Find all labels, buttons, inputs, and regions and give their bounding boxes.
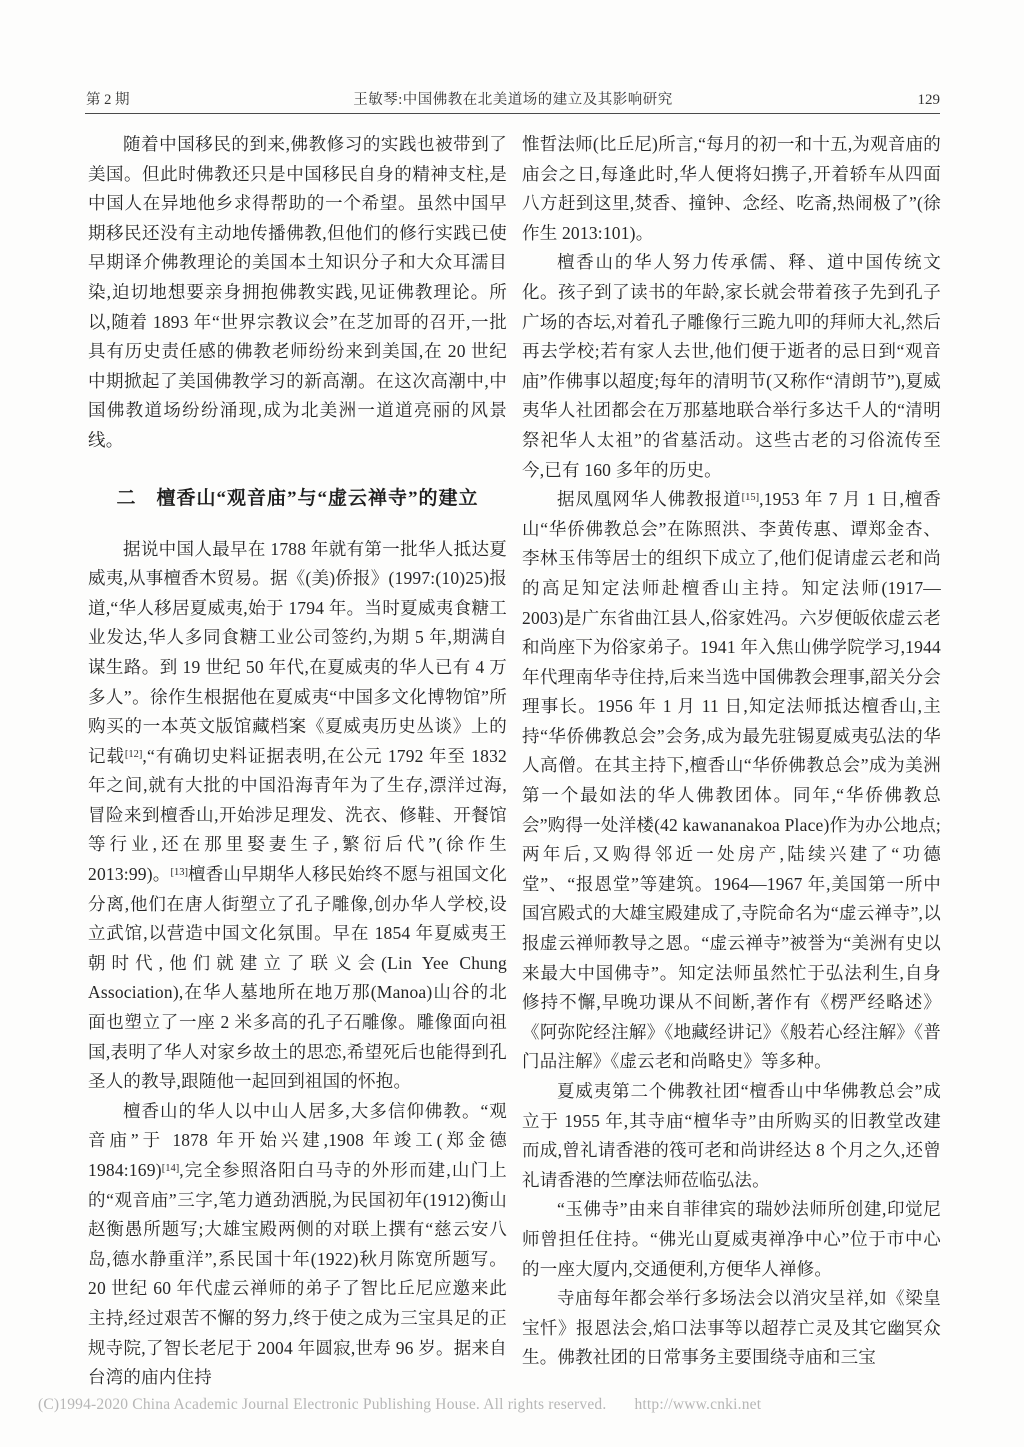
- copyright-text: (C)1994-2020 China Academic Journal Electronic Publishing House. All rights reserved.: [38, 1396, 607, 1413]
- paragraph: 寺庙每年都会举行多场法会以消灾呈祥,如《梁皇宝忏》报恩法会,焰口法事等以超荐亡灵及其它幽冥众生。佛教社团的日常事务主要围绕寺庙和三宝: [522, 1288, 941, 1368]
- paragraph: 据凤凰网华人佛教报道[15],1953 年 7 月 1 日,檀香山“华侨佛教总会”在陈照洪、李黄传惠、谭郑金杏、李林玉伟等居士的组织下成立了,他们促请虚云老和尚的高足知定法师赴檀香山主持。知定法师(1917—2003)是广东省曲江县人,俗家姓冯。六岁便皈依虚云老和尚座下为俗家弟子。1941 年入焦山佛学院学习,1944 年代理南华寺住持,后来当选中国佛教会理事,韶关分会理事长。1956 年 1 月 11 日,知定法师抵达檀香山,主持“华侨佛教总会”会务,成为最先驻锡夏威夷弘法的华人高僧。在其主持下,檀香山“华侨佛教总会”成为美洲第一个最如法的华人佛教团体。同年,“华侨佛教总会”购得一处洋楼(42 kawananakoa Place)作为办公地点;两年后,又购得邻近一处房产,陆续兴建了“功德堂”、“报恩堂”等建筑。1964—1967 年,美国第一所中国宫殿式的大雄宝殿建成了,寺院命名为“虚云禅寺”,以报虚云禅师教导之恩。“虚云禅寺”被誉为“美洲有史以来最大中国佛寺”。知定法师虽然忙于弘法利生,自身修持不懈,早晚功课从不间断,著作有《楞严经略述》《阿弥陀经注解》《地藏经讲记》《般若心经注解》《普门品注解》《虚云老和尚略史》等多种。: [522, 489, 941, 1072]
- section-heading: 二 檀香山“观音庙”与“虚云禅寺”的建立: [116, 487, 479, 509]
- paragraph: 随着中国移民的到来,佛教修习的实践也被带到了美国。但此时佛教还只是中国移民自身的精神支柱,是中国人在异地他乡求得帮助的一个希望。虽然中国早期移民还没有主动地传播佛教,但他们的修行实践已使早期译介佛教理论的美国本土知识分子和大众耳濡目染,迫切地想要亲身拥抱佛教实践,见证佛教理论。所以,随着 1893 年“世界宗教议会”在芝加哥的召开,一批具有历史责任感的佛教老师纷纷来到美国,在 20 世纪中期掀起了美国佛教学习的新高潮。在这次高潮中,中国佛教道场纷纷涌现,成为北美洲一道道亮丽的风景线。: [88, 134, 507, 450]
- paragraph: 惟晢法师(比丘尼)所言,“每月的初一和十五,为观音庙的庙会之日,每逢此时,华人便将妇携子,开着轿车从四面八方赶到这里,焚香、撞钟、念经、吃斋,热闹极了”(徐作生 2013:101)。: [522, 134, 941, 243]
- page-number: 129: [917, 92, 940, 108]
- running-head: [86, 88, 940, 109]
- paragraph: 檀香山的华人努力传承儒、释、道中国传统文化。孩子到了读书的年龄,家长就会带着孩子先到孔子广场的杏坛,对着孔子雕像行三跪九叩的拜师大礼,然后再去学校;若有家人去世,他们便于逝者的忌日到“观音庙”作佛事以超度;每年的清明节(又称作“清朗节”),夏威夷华人社团都会在万那墓地联合举行多达千人的“清明祭祀华人太祖”的省墓活动。这些古老的习俗流传至今,已有 160 多年的历史。: [522, 252, 941, 480]
- left-column: [88, 130, 507, 1393]
- paragraph: “玉佛寺”由来自菲律宾的瑞妙法师所创建,印觉尼师曾担任住持。“佛光山夏威夷禅净中心”位于市中心的一座大厦内,交通便利,方便华人禅修。: [522, 1199, 941, 1279]
- header-rule: [85, 113, 940, 114]
- citation-ref: [13]: [170, 866, 189, 878]
- cnki-url: http://www.cnki.net: [634, 1396, 762, 1413]
- citation-ref: [12]: [124, 748, 143, 760]
- citation-ref: [15]: [741, 491, 760, 503]
- paragraph: 檀香山的华人以中山人居多,大多信仰佛教。“观音庙”于 1878 年开始兴建,1908 年竣工(郑金德 1984:169)[14],完全参照洛阳白马寺的外形而建,山门上的“观音庙”三字,笔力遒劲洒脱,为民国初年(1912)衡山赵衡愚所题写;大雄宝殿两侧的对联上撰有“慈云安八岛,德水静重洋”,系民国十年(1922)秋月陈宽所题写。20 世纪 60 年代虚云禅师的弟子了智比丘尼应邀来此主持,经过艰苦不懈的努力,终于使之成为三宝具足的正规寺院,了智长老尼于 2004 年圆寂,世寿 96 岁。据来自台湾的庙内住持: [88, 1100, 507, 1388]
- issue-label: 第 2 期: [86, 92, 130, 108]
- running-title: 王敏琴:中国佛教在北美道场的建立及其影响研究: [353, 92, 673, 108]
- right-column: [522, 130, 941, 1393]
- paragraph: 据说中国人最早在 1788 年就有第一批华人抵达夏威夷,从事檀香木贸易。据《(美)侨报》(1997:(10)25)报道,“华人移居夏威夷,始于 1794 年。当时夏威夷食糖工业发达,华人多同食糖工业公司签约,为期 5 年,期满自谋生路。到 19 世纪 50 年代,在夏威夷的华人已有 4 万多人”。徐作生根据他在夏威夷“中国多文化博物馆”所购买的一本英文版馆藏档案《夏威夷历史丛谈》上的记载[12],“有确切史料证据表明,在公元 1792 年至 1832 年之间,就有大批的中国沿海青年为了生存,漂洋过海,冒险来到檀香山,开始涉足理发、洗衣、修鞋、开餐馆等行业,还在那里娶妻生子,繁衍后代”(徐作生 2013:99)。[13]檀香山早期华人移民始终不愿与祖国文化分离,他们在唐人街塑立了孔子雕像,创办华人学校,设立武馆,以营造中国文化氛围。早在 1854 年夏威夷王朝时代,他们就建立了联义会(Lin Yee Chung Association),在华人墓地所在地万那(Manoa)山谷的北面也塑立了一座 2 米多高的孔子石雕像。雕像面向祖国,表明了华人对家乡故土的思恋,希望死后也能得到孔圣人的教导,跟随他一起回到祖国的怀抱。: [88, 538, 507, 1092]
- text-columns: [88, 130, 941, 1393]
- copyright-footer: [38, 1396, 994, 1414]
- citation-ref: [14]: [161, 1162, 180, 1174]
- paragraph: 夏威夷第二个佛教社团“檀香山中华佛教总会”成立于 1955 年,其寺庙“檀华寺”由所购买的旧教堂改建而成,曾礼请香港的筏可老和尚讲经达 8 个月之久,还曾礼请香港的竺摩法师莅临弘法。: [522, 1081, 941, 1190]
